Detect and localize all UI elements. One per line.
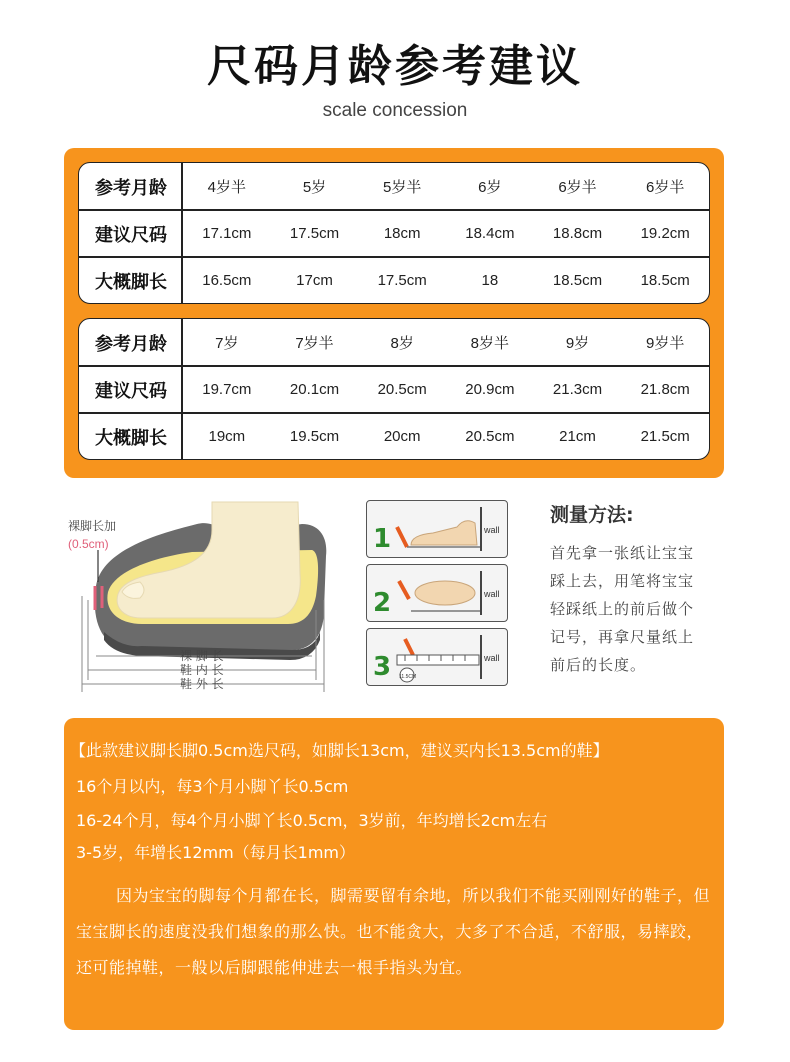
method-line: 前后的长度。 <box>550 656 647 674</box>
table-cell: 19.2cm <box>640 225 690 242</box>
row-label: 大概脚长 <box>95 427 167 449</box>
table-cell: 19.7cm <box>202 381 252 398</box>
table-cell: 5岁半 <box>383 179 422 196</box>
table-cell: 20.5cm <box>465 428 515 445</box>
row-label: 参考月龄 <box>95 177 167 199</box>
table-cell: 9岁 <box>565 335 590 352</box>
table-cell: 17.1cm <box>202 225 252 242</box>
step-number-2: 2 <box>373 588 392 618</box>
advice-paragraph: 因为宝宝的脚每个月都在长，脚需要留有余地，所以我们不能买刚刚好的鞋子，但宝宝脚长的速度没我们想象的那么快。也不能贪大，大多了不合适，不舒服，易摔跤，还可能掉鞋，一般以后脚跟能伸进去一根手指头为宜。 <box>76 886 711 977</box>
method-line: 记号，再拿尺量纸上 <box>550 628 695 646</box>
method-line: 踩上去，用笔将宝宝 <box>550 572 695 590</box>
table-row <box>79 210 709 257</box>
table-row <box>79 163 709 210</box>
bare-foot-length-label: 裸 脚 长 <box>180 649 224 663</box>
ruler-label: 11.5CM <box>399 674 417 680</box>
step-1-illustration <box>367 501 509 559</box>
size-chart-panel <box>64 148 724 478</box>
table-cell: 20.5cm <box>377 381 427 398</box>
row-label: 大概脚长 <box>95 271 167 293</box>
shoe-outer-length-label: 鞋 外 长 <box>180 677 224 691</box>
table-cell: 18 <box>481 272 499 289</box>
row-label: 建议尺码 <box>95 224 167 246</box>
table-cell: 8岁 <box>390 335 414 352</box>
page-subtitle: scale concession <box>322 100 468 121</box>
table-cell: 7岁半 <box>295 335 334 352</box>
step-3-box <box>366 628 508 686</box>
table-cell: 17cm <box>296 272 333 289</box>
size-table-1 <box>78 162 710 304</box>
step-number-3: 3 <box>373 652 392 682</box>
wall-label-1: wall <box>484 525 500 535</box>
advice-headline: 【此款建议脚长脚0.5cm选尺码，如脚长13cm，建议买内长13.5cm的鞋】 <box>70 741 609 760</box>
row-label: 建议尺码 <box>95 380 167 402</box>
method-description <box>550 539 730 679</box>
table-cell: 18.5cm <box>552 272 603 289</box>
step-1-box <box>366 500 508 558</box>
table-row <box>79 366 709 413</box>
table-cell: 21.3cm <box>552 381 603 398</box>
table-cell: 20cm <box>383 428 421 445</box>
table-cell: 17.5cm <box>377 272 427 289</box>
table-row <box>79 319 709 366</box>
table-cell: 6岁半 <box>646 179 685 196</box>
table-cell: 21.8cm <box>640 381 690 398</box>
size-table-2 <box>78 318 710 460</box>
table-cell: 18.5cm <box>640 272 690 289</box>
table-row <box>79 257 709 304</box>
shoe-measurement-diagram <box>62 500 342 700</box>
method-title: 测量方法: <box>550 504 634 526</box>
extra-length-value: (0.5cm) <box>68 537 109 551</box>
table-cell: 7岁 <box>215 335 239 352</box>
table-cell: 6岁半 <box>558 179 597 196</box>
row-label: 参考月龄 <box>95 333 167 355</box>
table-cell: 18.8cm <box>552 225 603 242</box>
step-2-box <box>366 564 508 622</box>
advice-line-under-16-months: 16个月以内，每3个月小脚丫长0.5cm <box>76 777 349 796</box>
table-cell: 19cm <box>208 428 246 445</box>
step-number-1: 1 <box>373 524 392 554</box>
wall-label-3: wall <box>484 653 500 663</box>
step-3-illustration <box>367 629 509 687</box>
table-cell: 18cm <box>383 225 421 242</box>
advice-line-16-24-months: 16-24个月，每4个月小脚丫长0.5cm，3岁前，年均增长2cm左右 <box>76 811 548 830</box>
table-cell: 19.5cm <box>289 428 340 445</box>
table-cell: 8岁半 <box>470 335 510 352</box>
table-cell: 20.1cm <box>289 381 340 398</box>
table-cell: 5岁 <box>302 179 327 196</box>
shoe-inner-length-label: 鞋 内 长 <box>180 663 224 677</box>
wall-label-2: wall <box>484 589 500 599</box>
method-line: 首先拿一张纸让宝宝 <box>550 544 695 562</box>
table-cell: 17.5cm <box>289 225 340 242</box>
measurement-method <box>550 500 730 679</box>
table-row <box>79 413 709 460</box>
table-cell: 16.5cm <box>202 272 252 289</box>
method-line: 轻踩纸上的前后做个 <box>550 600 695 618</box>
measurement-steps <box>366 500 512 690</box>
table-cell: 20.9cm <box>465 381 515 398</box>
table-cell: 4岁半 <box>207 179 246 196</box>
table-cell: 18.4cm <box>465 225 515 242</box>
page-title: 尺码月龄参考建议 <box>207 41 583 92</box>
table-cell: 21cm <box>559 428 596 445</box>
table-cell: 6岁 <box>478 179 502 196</box>
extra-length-label: 裸脚长加 <box>68 519 117 533</box>
step-2-illustration <box>367 565 509 623</box>
sizing-advice-panel <box>64 718 724 1030</box>
table-cell: 21.5cm <box>640 428 690 445</box>
table-cell: 9岁半 <box>646 335 685 352</box>
shoe-illustration <box>62 500 342 700</box>
advice-line-3-5-years: 3-5岁，年增长12mm（每月长1mm） <box>76 843 356 862</box>
